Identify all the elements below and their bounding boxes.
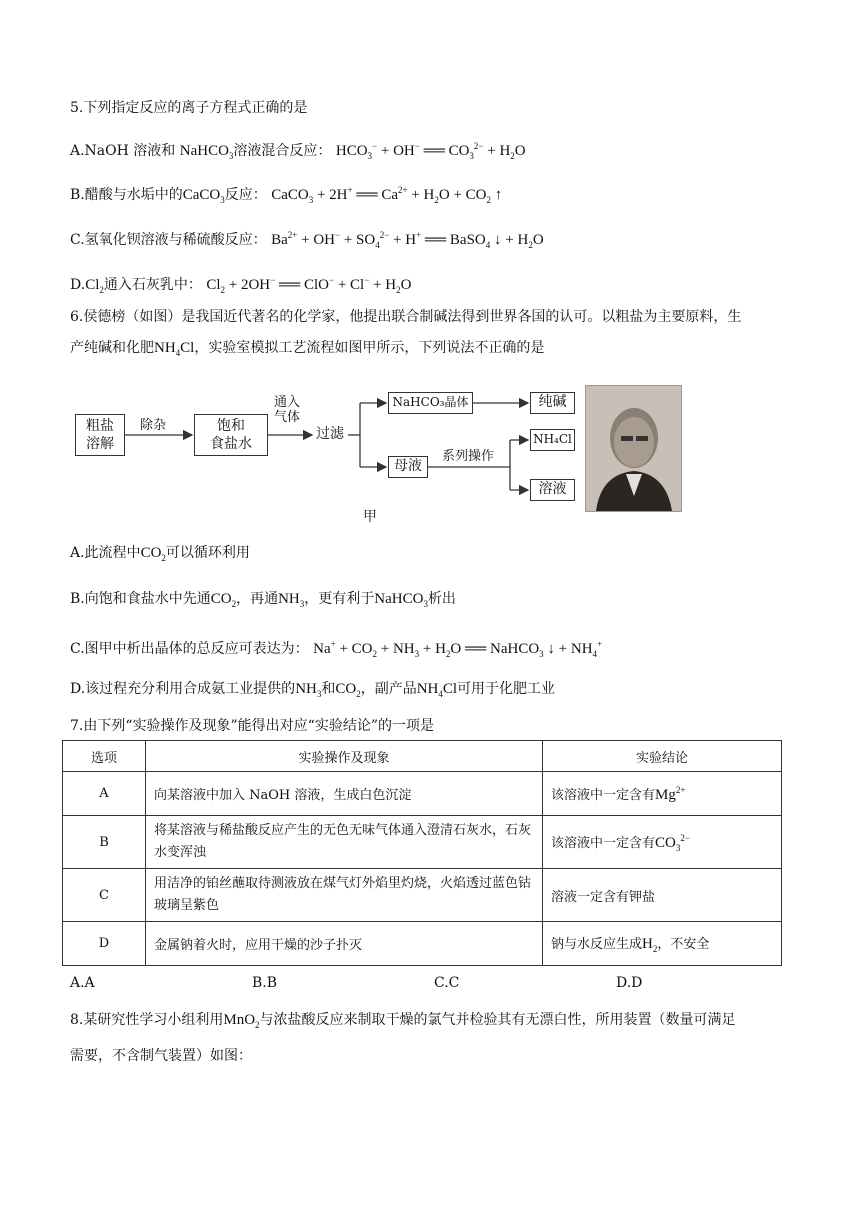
q5-option-d: $D.Cl_2$通入石灰乳中： $Cl_2 + 2OH^-$ ══ $ClO^- + Cl^- + H_2O$ [70,275,412,295]
figure-caption: 甲 [363,509,377,525]
q5-stem: 5.下列指定反应的离子方程式正确的是 [70,100,308,116]
q6-stem-line1: 6.侯德榜（如图）是我国近代著名的化学家，他提出联合制碱法得到世界各国的认可。以粗盐为主要原料，生 [70,309,742,325]
box-nh4cl: NH₄Cl [530,429,575,451]
q6-option-a: A.此流程中$CO_2$可以循环利用 [70,545,250,563]
portrait-figure-icon [586,386,681,511]
box-nahco3-crystal: NaHCO₃晶体 [388,392,473,414]
table-row [63,869,782,922]
header-option: 选项 [63,741,146,772]
box-soda-ash: 纯碱 [530,392,575,414]
row-operation: 金属钠着火时，应用干燥的沙子扑灭 [146,922,543,966]
q7-choice-b: B.B [252,975,278,991]
box-solution: 溶液 [530,479,575,501]
portrait-photo [585,385,682,512]
q5-option-a: A.NaOH 溶液和 NaHCO$_3$溶液混合反应： $HCO_3^- + OH^-$ ══ $CO_3^{2-} + H_2O$ [70,141,526,161]
experiment-table [62,740,782,966]
box-raw-salt: 粗盐 溶解 [75,414,125,456]
q7-choice-d: D.D [616,975,643,991]
label-impurity-removal: 除杂 [140,418,167,433]
q6-stem-line2: 产纯碱和化肥$NH_4Cl$，实验室模拟工艺流程如图甲所示，下列说法不正确的是 [70,340,545,358]
header-conclusion: 实验结论 [543,741,782,772]
label-series-operations: 系列操作 [442,449,495,464]
q8-line1: 8.某研究性学习小组利用MnO$_2$与浓盐酸反应来制取干燥的氯气并检验其有无漂白性，所用装置（数量可满足 [70,1012,736,1030]
table-row [63,922,782,966]
q6-option-b: B.向饱和食盐水中先通$CO_2$，再通$NH_3$，更有利于NaHCO$_3$析出 [70,591,456,609]
q5-option-b: B.醋酸与水垢中的CaCO$_3$反应： CaCO$_3$ + 2H+ ══ $Ca^{2+} + H_2O + CO_2$ ↑ [70,185,503,205]
q7-choice-c: C.C [434,975,460,991]
header-operation: 实验操作及现象 [146,741,543,772]
row-conclusion: 该溶液中一定含有$CO_3^{2-}$ [543,816,782,869]
row-operation: 将某溶液与稀盐酸反应产生的无色无味气体通入澄清石灰水，石灰水变浑浊 [146,816,543,869]
row-option: A [63,772,146,816]
process-flowchart [70,385,680,530]
row-option: C [63,869,146,922]
table-row [63,816,782,869]
box-saturated-brine: 饱和 食盐水 [194,414,268,456]
label-filtration: 过滤 [316,426,344,442]
q8-line2: 需要，不含制气装置）如图： [70,1048,252,1064]
q7-stem: 7.由下列“实验操作及现象”能得出对应“实验结论”的一项是 [70,718,434,734]
table-row [63,772,782,816]
row-conclusion: 该溶液中一定含有$Mg^{2+}$ [543,772,782,816]
row-option: D [63,922,146,966]
q6-option-c: C.图甲中析出晶体的总反应可表达为： $Na^+ + CO_2 + NH_3 + H_2O$ ══ NaHCO$_3$ ↓ + $NH_4^+$ [70,639,603,659]
q7-choice-a: A.A [70,975,95,991]
row-option: B [63,816,146,869]
row-conclusion: 溶液一定含有钾盐 [543,869,782,922]
row-operation: 向某溶液中加入 NaOH 溶液，生成白色沉淀 [146,772,543,816]
q6-option-d: D.该过程充分利用合成氨工业提供的$NH_3$和$CO_2$，副产品$NH_4Cl$可用于化肥工业 [70,681,556,699]
q5-option-c: C.氢氧化钡溶液与稀硫酸反应： $Ba^{2+} + OH^- + SO_4^{2-} + H^+$ ══ BaSO$_4$ ↓ + $H_2O$ [70,230,544,250]
table-header-row [63,741,782,772]
label-inject-gas: 通入 气体 [274,395,301,425]
row-operation: 用洁净的铂丝蘸取待测液放在煤气灯外焰里灼烧，火焰透过蓝色钴玻璃呈紫色 [146,869,543,922]
row-conclusion: 钠与水反应生成$H_2$，不安全 [543,922,782,966]
box-mother-liquor: 母液 [388,456,428,478]
